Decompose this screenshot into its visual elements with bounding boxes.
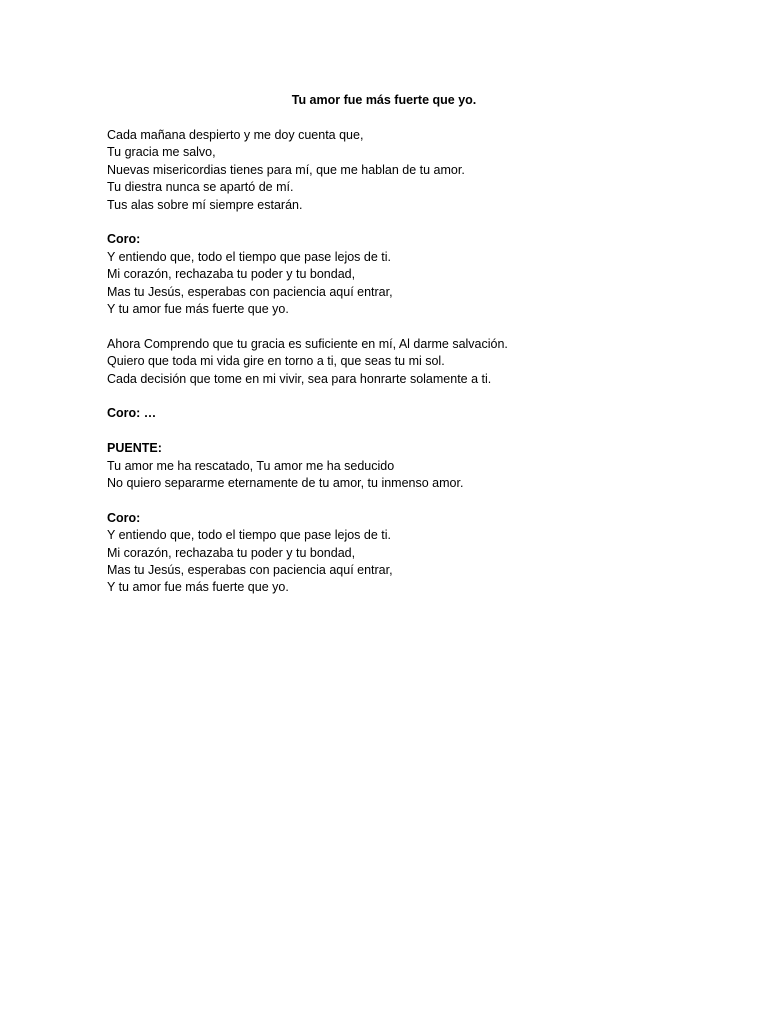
- chorus-line: Mas tu Jesús, esperabas con paciencia aquí entrar,: [107, 563, 393, 578]
- section-label: Coro:: [107, 232, 141, 247]
- verse-line: Ahora Comprendo que tu gracia es suficiente en mí, Al darme salvación.: [107, 336, 508, 351]
- verse-1: [107, 127, 667, 214]
- verse-line: Tus alas sobre mí siempre estarán.: [107, 197, 303, 212]
- chorus-line: Y entiendo que, todo el tiempo que pase lejos de ti.: [107, 528, 392, 543]
- verse-2: [107, 336, 667, 388]
- verse-line: Tu diestra nunca se apartó de mí.: [107, 180, 294, 195]
- section-label: Coro: …: [107, 406, 157, 421]
- section-label: PUENTE:: [107, 441, 162, 456]
- chorus-reference: [107, 405, 667, 422]
- verse-line: Nuevas misericordias tienes para mí, que me hablan de tu amor.: [107, 162, 465, 177]
- chorus-line: Y tu amor fue más fuerte que yo.: [107, 580, 289, 595]
- chorus-line: Y tu amor fue más fuerte que yo.: [107, 302, 289, 317]
- chorus-2: [107, 510, 667, 597]
- bridge-line: No quiero separarme eternamente de tu amor, tu inmenso amor.: [107, 476, 464, 491]
- bridge: [107, 440, 667, 492]
- document-title: Tu amor fue más fuerte que yo.: [291, 93, 477, 107]
- chorus-1: [107, 231, 667, 318]
- chorus-line: Mas tu Jesús, esperabas con paciencia aquí entrar,: [107, 284, 393, 299]
- verse-line: Cada mañana despierto y me doy cuenta que,: [107, 128, 364, 142]
- chorus-line: Mi corazón, rechazaba tu poder y tu bondad,: [107, 267, 356, 282]
- bridge-line: Tu amor me ha rescatado, Tu amor me ha seducido: [107, 458, 395, 473]
- verse-line: Quiero que toda mi vida gire en torno a ti, que seas tu mi sol.: [107, 354, 445, 369]
- verse-line: Tu gracia me salvo,: [107, 145, 216, 160]
- chorus-line: Y entiendo que, todo el tiempo que pase lejos de ti.: [107, 249, 392, 264]
- chorus-line: Mi corazón, rechazaba tu poder y tu bondad,: [107, 545, 356, 560]
- section-label: Coro:: [107, 510, 141, 525]
- verse-line: Cada decisión que tome en mi vivir, sea para honrarte solamente a ti.: [107, 371, 492, 386]
- document-body: [107, 127, 667, 614]
